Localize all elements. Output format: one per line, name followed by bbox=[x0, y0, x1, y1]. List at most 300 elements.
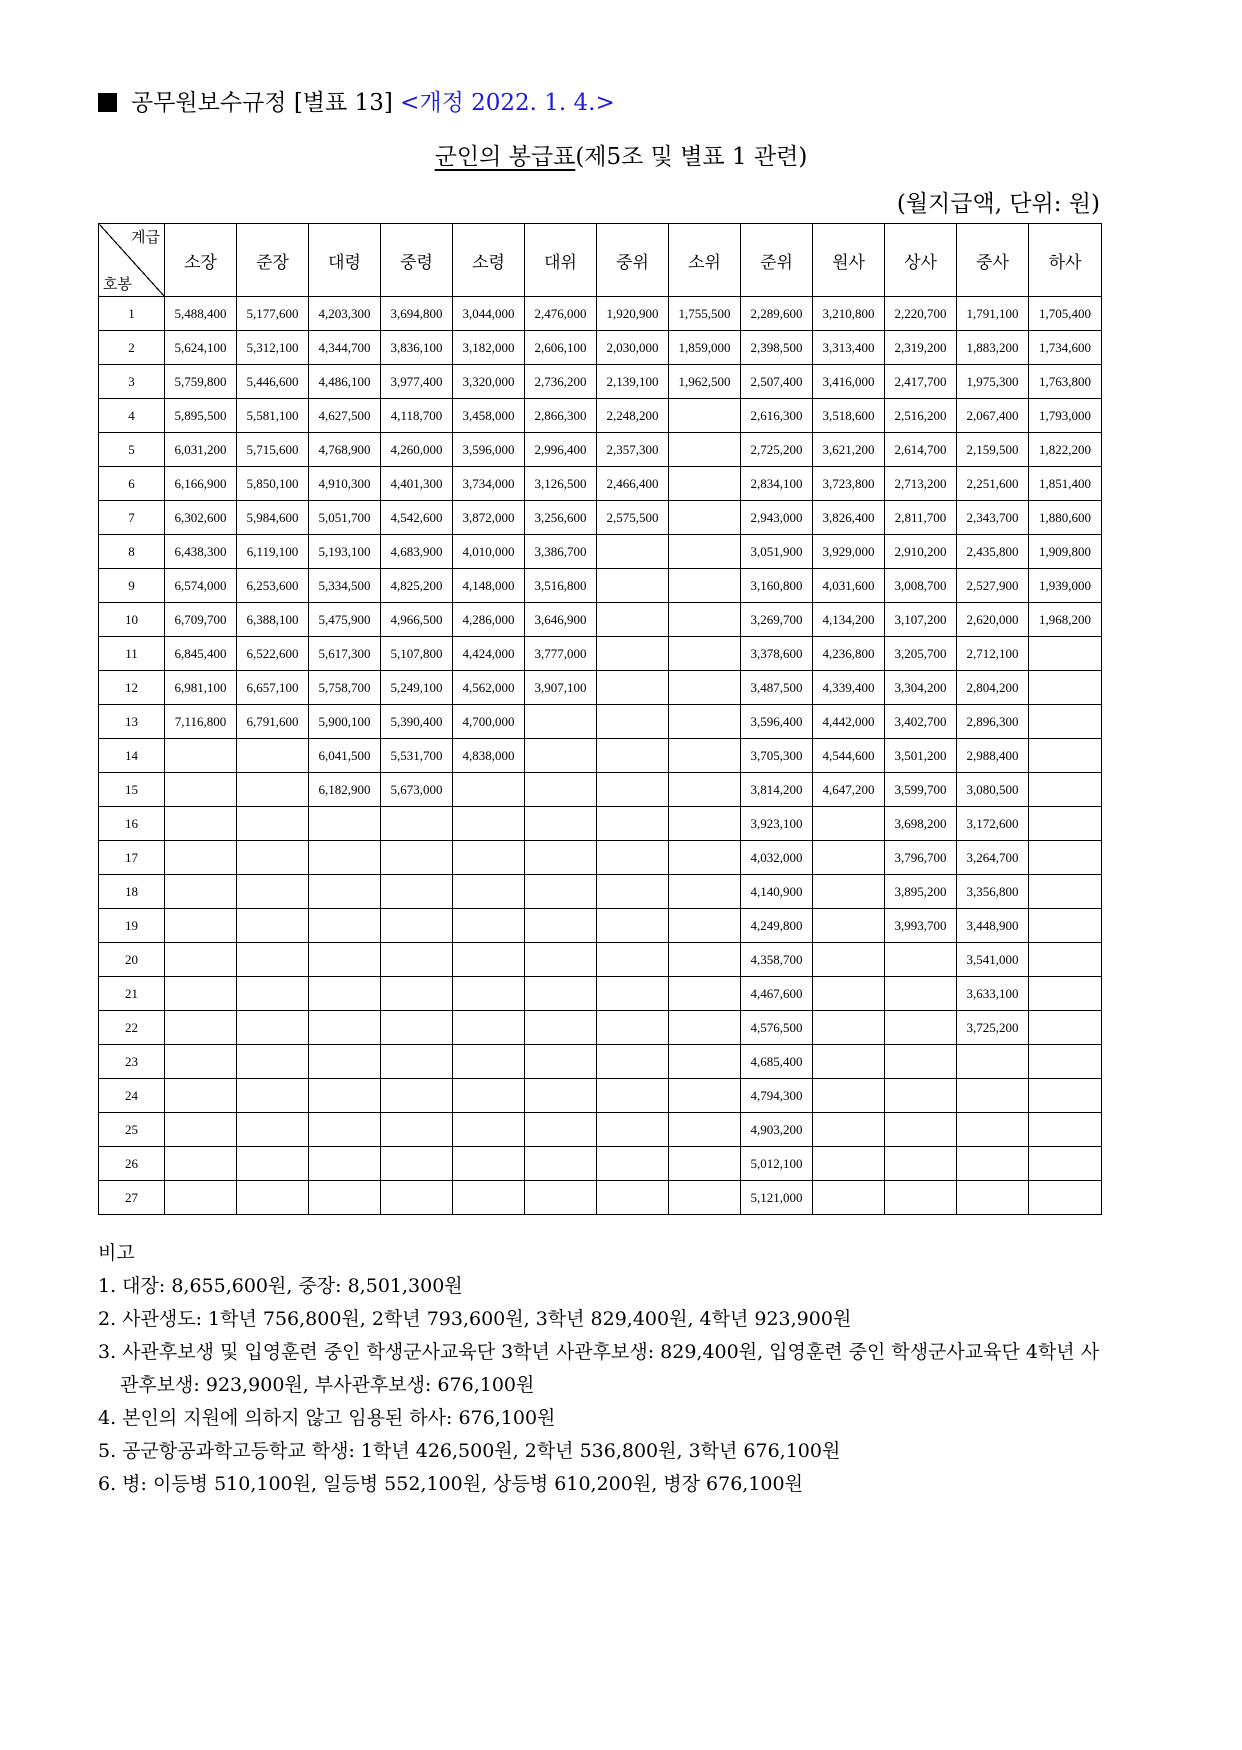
salary-cell: 2,417,700 bbox=[885, 365, 957, 399]
salary-cell: 5,895,500 bbox=[165, 399, 237, 433]
salary-cell: 2,507,400 bbox=[741, 365, 813, 399]
salary-cell: 5,312,100 bbox=[237, 331, 309, 365]
salary-cell bbox=[381, 1113, 453, 1147]
salary-cell bbox=[237, 1113, 309, 1147]
salary-cell bbox=[453, 977, 525, 1011]
table-row bbox=[99, 433, 1102, 467]
step-number-cell: 6 bbox=[99, 467, 165, 501]
salary-cell: 5,121,000 bbox=[741, 1181, 813, 1215]
salary-cell: 2,476,000 bbox=[525, 297, 597, 331]
column-header: 상사 bbox=[885, 224, 957, 297]
salary-cell bbox=[669, 1079, 741, 1113]
salary-cell: 4,542,600 bbox=[381, 501, 453, 535]
salary-cell: 2,943,000 bbox=[741, 501, 813, 535]
salary-cell bbox=[453, 1181, 525, 1215]
salary-cell bbox=[669, 501, 741, 535]
salary-cell bbox=[525, 807, 597, 841]
salary-cell: 2,067,400 bbox=[957, 399, 1029, 433]
salary-cell bbox=[813, 943, 885, 977]
salary-cell bbox=[453, 909, 525, 943]
salary-cell: 3,725,200 bbox=[957, 1011, 1029, 1045]
salary-cell: 5,334,500 bbox=[309, 569, 381, 603]
salary-cell bbox=[165, 977, 237, 1011]
step-number-cell: 21 bbox=[99, 977, 165, 1011]
remarks-list bbox=[98, 1270, 1108, 1501]
salary-cell: 3,378,600 bbox=[741, 637, 813, 671]
salary-cell: 1,791,100 bbox=[957, 297, 1029, 331]
salary-cell: 4,562,000 bbox=[453, 671, 525, 705]
salary-cell: 3,205,700 bbox=[885, 637, 957, 671]
salary-cell bbox=[669, 977, 741, 1011]
step-number-cell: 25 bbox=[99, 1113, 165, 1147]
salary-cell bbox=[885, 943, 957, 977]
salary-cell bbox=[453, 1113, 525, 1147]
table-row bbox=[99, 467, 1102, 501]
salary-cell bbox=[381, 909, 453, 943]
salary-cell bbox=[381, 1011, 453, 1045]
salary-cell bbox=[813, 1079, 885, 1113]
salary-cell: 4,683,900 bbox=[381, 535, 453, 569]
salary-cell: 4,903,200 bbox=[741, 1113, 813, 1147]
step-number-cell: 23 bbox=[99, 1045, 165, 1079]
remark-item: 3. 사관후보생 및 입영훈련 중인 학생군사교육단 3학년 사관후보생: 829,400원, 입영훈련 중인 학생군사교육단 4학년 사관후보생: 923,900원, 부사관후보생: 676,100원 bbox=[98, 1341, 1100, 1396]
salary-cell: 3,518,600 bbox=[813, 399, 885, 433]
salary-cell: 2,030,000 bbox=[597, 331, 669, 365]
salary-cell bbox=[813, 1147, 885, 1181]
salary-cell: 4,442,000 bbox=[813, 705, 885, 739]
salary-cell: 3,977,400 bbox=[381, 365, 453, 399]
salary-cell bbox=[957, 1147, 1029, 1181]
salary-cell: 3,044,000 bbox=[453, 297, 525, 331]
table-row bbox=[99, 637, 1102, 671]
salary-cell: 4,358,700 bbox=[741, 943, 813, 977]
salary-cell: 2,357,300 bbox=[597, 433, 669, 467]
salary-cell: 3,160,800 bbox=[741, 569, 813, 603]
salary-cell bbox=[165, 909, 237, 943]
salary-cell bbox=[669, 1147, 741, 1181]
salary-cell: 3,698,200 bbox=[885, 807, 957, 841]
salary-cell: 4,203,300 bbox=[309, 297, 381, 331]
salary-cell: 2,159,500 bbox=[957, 433, 1029, 467]
salary-cell: 2,466,400 bbox=[597, 467, 669, 501]
salary-cell: 3,836,100 bbox=[381, 331, 453, 365]
salary-cell bbox=[1029, 1147, 1102, 1181]
salary-cell: 2,248,200 bbox=[597, 399, 669, 433]
salary-cell: 4,700,000 bbox=[453, 705, 525, 739]
salary-cell bbox=[525, 1113, 597, 1147]
table-row bbox=[99, 841, 1102, 875]
salary-cell bbox=[597, 1011, 669, 1045]
salary-cell bbox=[669, 773, 741, 807]
salary-cell: 4,249,800 bbox=[741, 909, 813, 943]
salary-cell: 3,264,700 bbox=[957, 841, 1029, 875]
amendment-date: <개정 2022. 1. 4.> bbox=[400, 90, 615, 116]
salary-cell bbox=[309, 977, 381, 1011]
salary-cell: 4,825,200 bbox=[381, 569, 453, 603]
salary-cell: 4,344,700 bbox=[309, 331, 381, 365]
salary-cell bbox=[1029, 773, 1102, 807]
step-number-cell: 17 bbox=[99, 841, 165, 875]
salary-cell bbox=[1029, 1011, 1102, 1045]
salary-cell: 2,614,700 bbox=[885, 433, 957, 467]
column-header: 중령 bbox=[381, 224, 453, 297]
salary-cell bbox=[669, 671, 741, 705]
salary-cell: 3,416,000 bbox=[813, 365, 885, 399]
table-row bbox=[99, 535, 1102, 569]
salary-cell bbox=[309, 1011, 381, 1045]
salary-cell bbox=[165, 875, 237, 909]
salary-cell bbox=[309, 1079, 381, 1113]
salary-cell bbox=[237, 875, 309, 909]
salary-cell bbox=[597, 1181, 669, 1215]
salary-cell: 5,531,700 bbox=[381, 739, 453, 773]
salary-cell: 3,596,400 bbox=[741, 705, 813, 739]
salary-cell bbox=[597, 671, 669, 705]
step-number-cell: 3 bbox=[99, 365, 165, 399]
black-square-icon bbox=[98, 93, 117, 112]
salary-cell: 6,166,900 bbox=[165, 467, 237, 501]
salary-cell bbox=[237, 943, 309, 977]
salary-cell: 3,895,200 bbox=[885, 875, 957, 909]
salary-cell: 2,606,100 bbox=[525, 331, 597, 365]
step-number-cell: 26 bbox=[99, 1147, 165, 1181]
salary-cell bbox=[1029, 943, 1102, 977]
remark-item: 2. 사관생도: 1학년 756,800원, 2학년 793,600원, 3학년 829,400원, 4학년 923,900원 bbox=[98, 1308, 852, 1330]
step-number-cell: 11 bbox=[99, 637, 165, 671]
salary-cell: 6,253,600 bbox=[237, 569, 309, 603]
salary-cell: 3,402,700 bbox=[885, 705, 957, 739]
salary-cell: 3,633,100 bbox=[957, 977, 1029, 1011]
salary-cell bbox=[1029, 841, 1102, 875]
salary-cell bbox=[957, 1113, 1029, 1147]
salary-cell: 3,826,400 bbox=[813, 501, 885, 535]
salary-cell bbox=[525, 739, 597, 773]
salary-cell: 5,012,100 bbox=[741, 1147, 813, 1181]
salary-cell bbox=[1029, 807, 1102, 841]
salary-cell: 2,713,200 bbox=[885, 467, 957, 501]
salary-cell: 3,313,400 bbox=[813, 331, 885, 365]
salary-cell bbox=[525, 1011, 597, 1045]
salary-cell bbox=[669, 807, 741, 841]
salary-cell bbox=[525, 705, 597, 739]
salary-cell: 2,896,300 bbox=[957, 705, 1029, 739]
salary-cell bbox=[237, 807, 309, 841]
salary-cell: 2,251,600 bbox=[957, 467, 1029, 501]
salary-cell bbox=[1029, 977, 1102, 1011]
step-number-cell: 7 bbox=[99, 501, 165, 535]
salary-cell: 2,804,200 bbox=[957, 671, 1029, 705]
salary-cell bbox=[597, 875, 669, 909]
salary-cell bbox=[597, 909, 669, 943]
salary-cell: 1,920,900 bbox=[597, 297, 669, 331]
salary-cell: 1,822,200 bbox=[1029, 433, 1102, 467]
salary-cell: 5,617,300 bbox=[309, 637, 381, 671]
salary-cell: 4,838,000 bbox=[453, 739, 525, 773]
salary-cell: 3,541,000 bbox=[957, 943, 1029, 977]
table-row bbox=[99, 1147, 1102, 1181]
salary-cell bbox=[381, 841, 453, 875]
salary-cell bbox=[453, 1045, 525, 1079]
salary-cell bbox=[165, 1113, 237, 1147]
salary-cell bbox=[165, 1079, 237, 1113]
salary-cell: 2,866,300 bbox=[525, 399, 597, 433]
salary-cell bbox=[957, 1045, 1029, 1079]
salary-table bbox=[98, 223, 1102, 1215]
salary-cell bbox=[669, 705, 741, 739]
salary-cell: 6,438,300 bbox=[165, 535, 237, 569]
salary-cell: 4,685,400 bbox=[741, 1045, 813, 1079]
salary-cell: 2,516,200 bbox=[885, 399, 957, 433]
salary-cell bbox=[597, 637, 669, 671]
salary-cell: 1,734,600 bbox=[1029, 331, 1102, 365]
title-main: 군인의 봉급표 bbox=[434, 144, 576, 170]
salary-cell bbox=[237, 1011, 309, 1045]
salary-cell: 6,657,100 bbox=[237, 671, 309, 705]
salary-cell bbox=[1029, 1079, 1102, 1113]
salary-cell: 1,793,000 bbox=[1029, 399, 1102, 433]
salary-cell bbox=[669, 1113, 741, 1147]
corner-cell bbox=[99, 224, 165, 297]
salary-cell: 3,516,800 bbox=[525, 569, 597, 603]
step-number-cell: 24 bbox=[99, 1079, 165, 1113]
salary-cell bbox=[669, 535, 741, 569]
salary-cell: 2,910,200 bbox=[885, 535, 957, 569]
salary-cell: 3,596,000 bbox=[453, 433, 525, 467]
salary-cell: 2,435,800 bbox=[957, 535, 1029, 569]
salary-cell: 6,522,600 bbox=[237, 637, 309, 671]
salary-cell: 3,777,000 bbox=[525, 637, 597, 671]
salary-cell bbox=[381, 943, 453, 977]
table-row bbox=[99, 603, 1102, 637]
salary-cell bbox=[1029, 671, 1102, 705]
salary-cell bbox=[669, 739, 741, 773]
salary-cell: 5,446,600 bbox=[237, 365, 309, 399]
salary-cell bbox=[237, 773, 309, 807]
salary-cell bbox=[525, 841, 597, 875]
salary-cell: 1,968,200 bbox=[1029, 603, 1102, 637]
salary-cell: 3,646,900 bbox=[525, 603, 597, 637]
step-number-cell: 22 bbox=[99, 1011, 165, 1045]
salary-cell: 1,705,400 bbox=[1029, 297, 1102, 331]
table-row bbox=[99, 671, 1102, 705]
salary-cell bbox=[381, 1181, 453, 1215]
salary-cell: 4,544,600 bbox=[813, 739, 885, 773]
salary-cell: 4,910,300 bbox=[309, 467, 381, 501]
salary-cell: 3,256,600 bbox=[525, 501, 597, 535]
step-number-cell: 13 bbox=[99, 705, 165, 739]
column-header: 중위 bbox=[597, 224, 669, 297]
regulation-header bbox=[98, 88, 615, 118]
salary-cell: 2,725,200 bbox=[741, 433, 813, 467]
salary-cell: 6,031,200 bbox=[165, 433, 237, 467]
salary-cell: 1,851,400 bbox=[1029, 467, 1102, 501]
salary-cell bbox=[237, 1181, 309, 1215]
salary-cell bbox=[597, 603, 669, 637]
column-header: 소장 bbox=[165, 224, 237, 297]
salary-cell: 1,939,000 bbox=[1029, 569, 1102, 603]
table-row bbox=[99, 705, 1102, 739]
salary-cell bbox=[525, 977, 597, 1011]
salary-cell: 4,467,600 bbox=[741, 977, 813, 1011]
salary-cell bbox=[885, 1079, 957, 1113]
table-header-row bbox=[99, 224, 1102, 297]
salary-cell: 3,269,700 bbox=[741, 603, 813, 637]
salary-cell bbox=[669, 1181, 741, 1215]
salary-cell bbox=[597, 773, 669, 807]
salary-cell: 2,527,900 bbox=[957, 569, 1029, 603]
salary-cell: 3,356,800 bbox=[957, 875, 1029, 909]
salary-cell bbox=[1029, 1045, 1102, 1079]
salary-cell bbox=[1029, 909, 1102, 943]
salary-cell: 4,576,500 bbox=[741, 1011, 813, 1045]
salary-cell bbox=[669, 943, 741, 977]
salary-cell: 4,032,000 bbox=[741, 841, 813, 875]
salary-cell bbox=[669, 841, 741, 875]
salary-cell: 5,193,100 bbox=[309, 535, 381, 569]
salary-cell: 4,647,200 bbox=[813, 773, 885, 807]
salary-cell bbox=[1029, 637, 1102, 671]
table-row bbox=[99, 1045, 1102, 1079]
salary-cell: 5,177,600 bbox=[237, 297, 309, 331]
salary-cell bbox=[813, 875, 885, 909]
remark-item: 5. 공군항공과학고등학교 학생: 1학년 426,500원, 2학년 536,800원, 3학년 676,100원 bbox=[98, 1440, 841, 1462]
salary-cell bbox=[1029, 739, 1102, 773]
column-header: 소위 bbox=[669, 224, 741, 297]
salary-cell bbox=[525, 909, 597, 943]
salary-cell: 7,116,800 bbox=[165, 705, 237, 739]
salary-cell: 1,962,500 bbox=[669, 365, 741, 399]
table-row bbox=[99, 1113, 1102, 1147]
salary-cell bbox=[309, 943, 381, 977]
salary-cell bbox=[381, 807, 453, 841]
salary-cell bbox=[669, 637, 741, 671]
salary-cell: 2,289,600 bbox=[741, 297, 813, 331]
table-row bbox=[99, 909, 1102, 943]
salary-cell bbox=[597, 1079, 669, 1113]
remarks bbox=[98, 1237, 1108, 1501]
table-body bbox=[99, 297, 1102, 1215]
salary-cell: 3,814,200 bbox=[741, 773, 813, 807]
salary-cell: 5,759,800 bbox=[165, 365, 237, 399]
salary-cell: 3,210,800 bbox=[813, 297, 885, 331]
salary-cell bbox=[957, 1079, 1029, 1113]
column-header: 하사 bbox=[1029, 224, 1102, 297]
salary-cell: 5,475,900 bbox=[309, 603, 381, 637]
salary-cell bbox=[309, 841, 381, 875]
salary-cell bbox=[237, 977, 309, 1011]
column-header: 원사 bbox=[813, 224, 885, 297]
table-row bbox=[99, 875, 1102, 909]
salary-cell: 5,984,600 bbox=[237, 501, 309, 535]
salary-cell bbox=[813, 841, 885, 875]
column-header: 소령 bbox=[453, 224, 525, 297]
salary-cell bbox=[885, 1045, 957, 1079]
salary-cell: 3,705,300 bbox=[741, 739, 813, 773]
salary-cell bbox=[309, 807, 381, 841]
salary-cell: 4,424,000 bbox=[453, 637, 525, 671]
salary-cell bbox=[885, 1113, 957, 1147]
step-number-cell: 10 bbox=[99, 603, 165, 637]
step-number-cell: 19 bbox=[99, 909, 165, 943]
salary-cell: 2,398,500 bbox=[741, 331, 813, 365]
salary-cell bbox=[165, 1147, 237, 1181]
salary-cell: 5,624,100 bbox=[165, 331, 237, 365]
salary-cell: 2,343,700 bbox=[957, 501, 1029, 535]
salary-cell: 4,148,000 bbox=[453, 569, 525, 603]
salary-cell: 1,763,800 bbox=[1029, 365, 1102, 399]
table-row bbox=[99, 569, 1102, 603]
salary-cell bbox=[1029, 875, 1102, 909]
step-number-cell: 9 bbox=[99, 569, 165, 603]
step-number-cell: 8 bbox=[99, 535, 165, 569]
step-number-cell: 1 bbox=[99, 297, 165, 331]
table-row bbox=[99, 399, 1102, 433]
table-row bbox=[99, 943, 1102, 977]
salary-cell: 5,107,800 bbox=[381, 637, 453, 671]
salary-cell: 6,791,600 bbox=[237, 705, 309, 739]
salary-cell: 1,880,600 bbox=[1029, 501, 1102, 535]
salary-cell: 1,859,000 bbox=[669, 331, 741, 365]
salary-cell bbox=[597, 739, 669, 773]
salary-cell: 4,010,000 bbox=[453, 535, 525, 569]
remark-item: 6. 병: 이등병 510,100원, 일등병 552,100원, 상등병 610,200원, 병장 676,100원 bbox=[98, 1473, 803, 1495]
salary-cell bbox=[1029, 705, 1102, 739]
salary-cell bbox=[885, 1181, 957, 1215]
salary-cell: 1,755,500 bbox=[669, 297, 741, 331]
salary-cell bbox=[885, 1011, 957, 1045]
salary-cell bbox=[237, 1079, 309, 1113]
salary-cell bbox=[669, 603, 741, 637]
salary-cell: 4,134,200 bbox=[813, 603, 885, 637]
salary-cell bbox=[165, 739, 237, 773]
salary-cell bbox=[453, 807, 525, 841]
salary-cell: 5,900,100 bbox=[309, 705, 381, 739]
salary-cell bbox=[597, 569, 669, 603]
salary-cell bbox=[525, 1147, 597, 1181]
step-number-cell: 2 bbox=[99, 331, 165, 365]
salary-cell: 6,041,500 bbox=[309, 739, 381, 773]
unit-note: (월지급액, 단위: 원) bbox=[896, 191, 1100, 217]
salary-cell bbox=[309, 1113, 381, 1147]
salary-cell bbox=[381, 875, 453, 909]
regulation-name: 공무원보수규정 [별표 13] bbox=[131, 90, 393, 116]
table-row bbox=[99, 297, 1102, 331]
table-row bbox=[99, 807, 1102, 841]
salary-cell bbox=[237, 1045, 309, 1079]
salary-cell bbox=[669, 399, 741, 433]
salary-cell: 4,031,600 bbox=[813, 569, 885, 603]
salary-cell bbox=[525, 943, 597, 977]
salary-cell bbox=[669, 467, 741, 501]
salary-cell bbox=[813, 1011, 885, 1045]
salary-cell bbox=[813, 977, 885, 1011]
table-row bbox=[99, 1079, 1102, 1113]
salary-cell: 4,966,500 bbox=[381, 603, 453, 637]
step-number-cell: 12 bbox=[99, 671, 165, 705]
salary-cell: 5,673,000 bbox=[381, 773, 453, 807]
salary-cell: 6,302,600 bbox=[165, 501, 237, 535]
salary-cell bbox=[381, 1147, 453, 1181]
salary-cell bbox=[597, 1113, 669, 1147]
salary-cell: 3,386,700 bbox=[525, 535, 597, 569]
salary-cell: 3,694,800 bbox=[381, 297, 453, 331]
salary-cell: 5,488,400 bbox=[165, 297, 237, 331]
table-row bbox=[99, 739, 1102, 773]
salary-cell: 3,320,000 bbox=[453, 365, 525, 399]
salary-cell: 5,715,600 bbox=[237, 433, 309, 467]
salary-cell bbox=[165, 773, 237, 807]
salary-cell: 3,182,000 bbox=[453, 331, 525, 365]
